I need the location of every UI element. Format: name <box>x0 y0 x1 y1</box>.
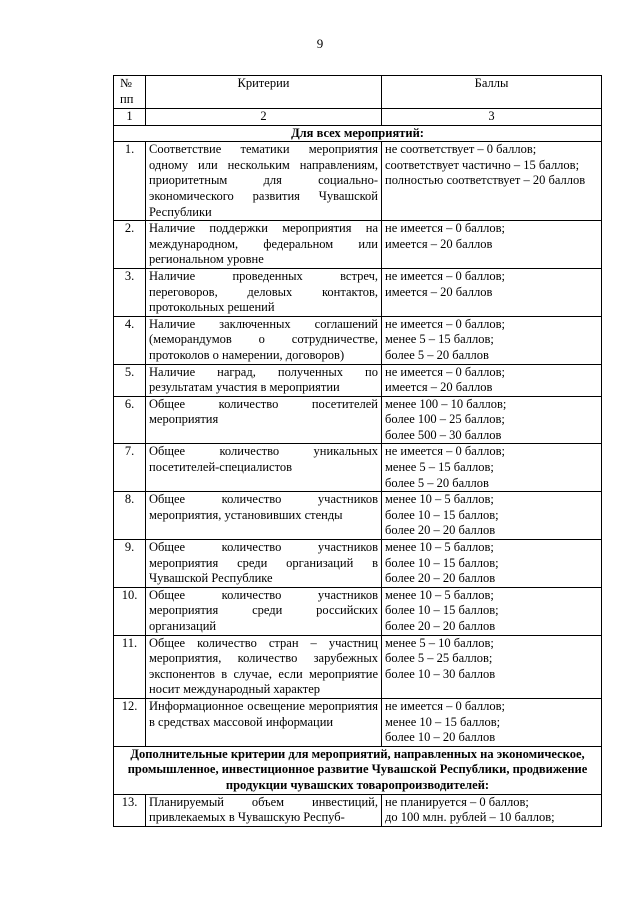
row-criterion: Общее количество уникальных посетителей-специалистов <box>146 444 382 492</box>
criteria-table <box>113 75 602 827</box>
points-line: не имеется – 0 баллов; <box>385 316 505 331</box>
points-line: более 5 – 25 баллов; <box>385 651 493 666</box>
row-number: 11. <box>114 635 146 698</box>
points-line: не имеется – 0 баллов; <box>385 364 505 379</box>
row-points <box>382 698 602 746</box>
section-heading: Дополнительные критерии для мероприятий, направленных на экономическое, промышленное, инвестиционное развитие Чувашской Республики, продвижение продукции чувашских товаропроизводителей: <box>114 746 602 794</box>
table-row <box>114 142 602 221</box>
table-row <box>114 587 602 635</box>
row-points <box>382 587 602 635</box>
points-line: более 20 – 20 баллов <box>385 619 496 633</box>
row-points <box>382 221 602 269</box>
row-points <box>382 444 602 492</box>
section-row-all <box>114 125 602 142</box>
points-line: менее 5 – 15 баллов; <box>385 332 494 347</box>
points-line: более 10 – 15 баллов; <box>385 507 499 522</box>
row-criterion: Информационное освещение мероприятия в средствах массовой информации <box>146 698 382 746</box>
points-line: не планируется – 0 баллов; <box>385 794 529 809</box>
row-criterion: Планируемый объем инвестиций, привлекаемых в Чувашскую Респуб- <box>146 794 382 826</box>
row-points <box>382 268 602 316</box>
column-index: 2 <box>146 109 382 126</box>
row-number: 7. <box>114 444 146 492</box>
row-criterion: Наличие наград, полученных по результатам участия в мероприятии <box>146 364 382 396</box>
points-line: более 20 – 20 баллов <box>385 571 496 586</box>
page-number: 9 <box>316 36 324 51</box>
points-line: более 20 – 20 баллов <box>385 523 496 538</box>
row-points <box>382 540 602 588</box>
points-line: до 100 млн. рублей – 10 баллов; <box>385 810 555 825</box>
row-number: 13. <box>114 794 146 826</box>
points-line: менее 100 – 10 баллов; <box>385 396 507 411</box>
row-points <box>382 316 602 364</box>
row-number: 2. <box>114 221 146 269</box>
table-row <box>114 396 602 444</box>
row-points <box>382 396 602 444</box>
points-line: более 100 – 25 баллов; <box>385 412 505 427</box>
table-row <box>114 794 602 826</box>
points-line: менее 10 – 15 баллов; <box>385 714 501 729</box>
row-points <box>382 142 602 221</box>
row-points <box>382 492 602 540</box>
row-criterion: Наличие проведенных встреч, переговоров, деловых контактов, протокольных решений <box>146 268 382 316</box>
section-heading: Для всех мероприятий: <box>114 125 602 142</box>
points-line: более 5 – 20 баллов <box>385 475 489 490</box>
row-points <box>382 794 602 826</box>
column-index: 3 <box>382 109 602 126</box>
points-line: имеется – 20 баллов <box>385 284 493 299</box>
points-line: более 10 – 15 баллов; <box>385 603 499 618</box>
points-line: более 10 – 15 баллов; <box>385 555 499 570</box>
row-number: 6. <box>114 396 146 444</box>
points-line: имеется – 20 баллов <box>385 236 493 251</box>
header-number: № пп <box>114 76 146 109</box>
column-index: 1 <box>114 109 146 126</box>
row-number: 9. <box>114 540 146 588</box>
points-line: не имеется – 0 баллов; <box>385 221 505 236</box>
points-line: более 500 – 30 баллов <box>385 427 502 442</box>
table-row <box>114 540 602 588</box>
row-criterion: Соответствие тематики мероприятия одному или нескольким направлениям, приоритетным для социально-экономического развития Чувашской Республики <box>146 142 382 221</box>
row-criterion: Наличие заключенных соглашений (меморандумов о сотрудничестве, протоколов о намерении, договоров) <box>146 316 382 364</box>
points-line: более 10 – 30 баллов <box>385 666 496 681</box>
row-number: 8. <box>114 492 146 540</box>
table-row <box>114 698 602 746</box>
points-line: полностью соответствует – 20 баллов <box>385 173 586 188</box>
row-number: 3. <box>114 268 146 316</box>
column-index-row <box>114 109 602 126</box>
row-points <box>382 364 602 396</box>
points-line: более 10 – 20 баллов <box>385 730 496 745</box>
table-row <box>114 492 602 540</box>
row-number: 5. <box>114 364 146 396</box>
row-criterion: Общее количество участников мероприятия среди организаций в Чувашской Республике <box>146 540 382 588</box>
table-row <box>114 635 602 698</box>
row-criterion: Общее количество посетителей мероприятия <box>146 396 382 444</box>
table-row <box>114 221 602 269</box>
points-line: более 5 – 20 баллов <box>385 347 489 362</box>
table-row <box>114 444 602 492</box>
points-line: менее 10 – 5 баллов; <box>385 587 494 602</box>
row-number: 4. <box>114 316 146 364</box>
row-number: 12. <box>114 698 146 746</box>
row-criterion: Общее количество участников мероприятия, установивших стенды <box>146 492 382 540</box>
row-criterion: Общее количество участников мероприятия среди российских организаций <box>146 587 382 635</box>
points-line: не имеется – 0 баллов; <box>385 268 505 283</box>
points-line: менее 5 – 15 баллов; <box>385 460 494 475</box>
row-number: 10. <box>114 587 146 635</box>
points-line: менее 5 – 10 баллов; <box>385 635 494 650</box>
points-line: менее 10 – 5 баллов; <box>385 540 494 555</box>
row-criterion: Наличие поддержки мероприятия на международном, федеральном или региональном уровне <box>146 221 382 269</box>
section-row-additional <box>114 746 602 794</box>
table-row <box>114 364 602 396</box>
points-line: не имеется – 0 баллов; <box>385 698 505 713</box>
points-line: менее 10 – 5 баллов; <box>385 492 494 507</box>
table-row <box>114 268 602 316</box>
points-line: имеется – 20 баллов <box>385 380 493 395</box>
table-row <box>114 316 602 364</box>
row-number: 1. <box>114 142 146 221</box>
table-header-row <box>114 76 602 109</box>
points-line: соответствует частично – 15 баллов; <box>385 157 580 172</box>
row-criterion: Общее количество стран – участниц мероприятия, количество зарубежных экспонентов в случае, если мероприятие носит международный характер <box>146 635 382 698</box>
points-line: не соответствует – 0 баллов; <box>385 142 537 157</box>
header-points: Баллы <box>382 76 602 109</box>
points-line: не имеется – 0 баллов; <box>385 444 505 459</box>
row-points <box>382 635 602 698</box>
header-criteria: Критерии <box>146 76 382 109</box>
